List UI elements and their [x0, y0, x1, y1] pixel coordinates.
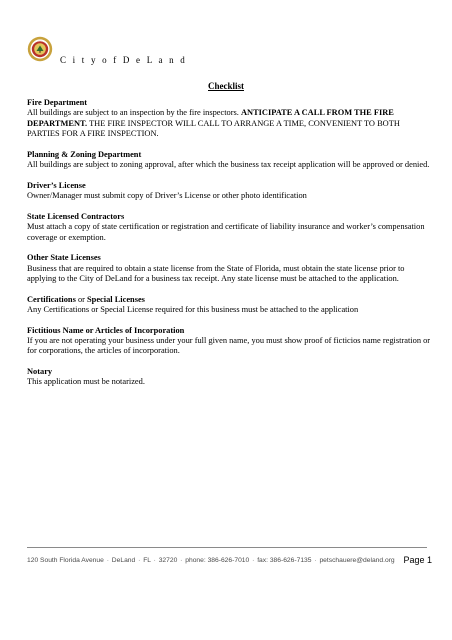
- footer-city: DeLand: [111, 557, 136, 564]
- section-text: If you are not operating your business under your full given name, you must show proof of ficticios name registration or for corporations, the articles of incorporation.: [27, 336, 431, 356]
- city-seal-logo: [27, 36, 53, 62]
- section-text-tail: THE FIRE INSPECTOR WILL CALL TO ARRANGE A TIME, CONVENIENT TO BOTH PARTIES FOR A FIRE INSPECTION.: [27, 118, 400, 139]
- section-other-state-licenses: [27, 253, 432, 284]
- footer-zip: 32720: [158, 557, 178, 564]
- footer-separator: ·: [106, 557, 109, 564]
- footer-separator: ·: [138, 557, 141, 564]
- page-number: Page 1: [403, 555, 432, 565]
- section-text: Owner/Manager must submit copy of Driver’s License or other photo identification: [27, 191, 307, 201]
- section-text: All buildings are subject to zoning approval, after which the business tax receipt application will be approved or denied.: [27, 160, 430, 170]
- heading-part-3: Special Licenses: [87, 294, 145, 304]
- section-heading: Other State Licenses: [27, 253, 101, 263]
- footer-separator: ·: [314, 557, 317, 564]
- footer: [27, 557, 432, 564]
- footer-email: petschauere@deland.org: [319, 557, 395, 564]
- footer-separator: ·: [180, 557, 183, 564]
- section-text: [27, 108, 432, 139]
- section-text: Business that are required to obtain a state license from the State of Florida, must obtain the state license prior to applying to the City of DeLand for a business tax receipt. Any state license must be attached to the application.: [27, 263, 405, 284]
- footer-state: FL: [143, 557, 151, 564]
- section-planning-zoning: [27, 150, 432, 171]
- section-heading: Fire Department: [27, 98, 88, 107]
- section-text-lead: All buildings are subject to an inspection by the fire inspectors.: [27, 108, 241, 118]
- section-heading: State Licensed Contractors: [27, 211, 125, 221]
- footer-fax: fax: 386-626-7135: [257, 557, 312, 564]
- heading-part-2: or: [75, 294, 88, 304]
- section-fire-department: [27, 98, 432, 140]
- checklist-body: [27, 98, 432, 398]
- page-title: Checklist: [208, 81, 244, 91]
- footer-divider: [27, 547, 427, 548]
- footer-address: 120 South Florida Avenue: [27, 557, 104, 564]
- city-name: C i t y o f D e L a n d: [60, 55, 188, 65]
- section-heading: Driver’s License: [27, 180, 86, 190]
- section-heading: Fictitious Name or Articles of Incorporation: [27, 325, 185, 335]
- section-heading: Notary: [27, 367, 53, 377]
- heading-part-1: Certifications: [27, 294, 76, 304]
- section-notary: [27, 367, 432, 388]
- section-text: Any Certifications or Special License required for this business must be attached to the application: [27, 305, 359, 315]
- section-heading: Planning & Zoning Department: [27, 149, 142, 159]
- footer-separator: ·: [153, 557, 156, 564]
- section-text: This application must be notarized.: [27, 377, 145, 387]
- section-text: Must attach a copy of state certification or registration and certificate of liability insurance and worker’s compensation coverage or exemption.: [27, 222, 425, 242]
- section-certifications: [27, 295, 432, 316]
- section-heading: [27, 295, 432, 305]
- footer-separator: ·: [252, 557, 255, 564]
- section-drivers-license: [27, 181, 432, 202]
- footer-phone: phone: 386-626-7010: [185, 557, 250, 564]
- section-fictitious-name: [27, 326, 432, 357]
- section-text-emphasis: ANTICIPATE A CALL FROM THE FIRE DEPARTMENT.: [27, 108, 394, 128]
- section-state-licensed-contractors: [27, 212, 432, 243]
